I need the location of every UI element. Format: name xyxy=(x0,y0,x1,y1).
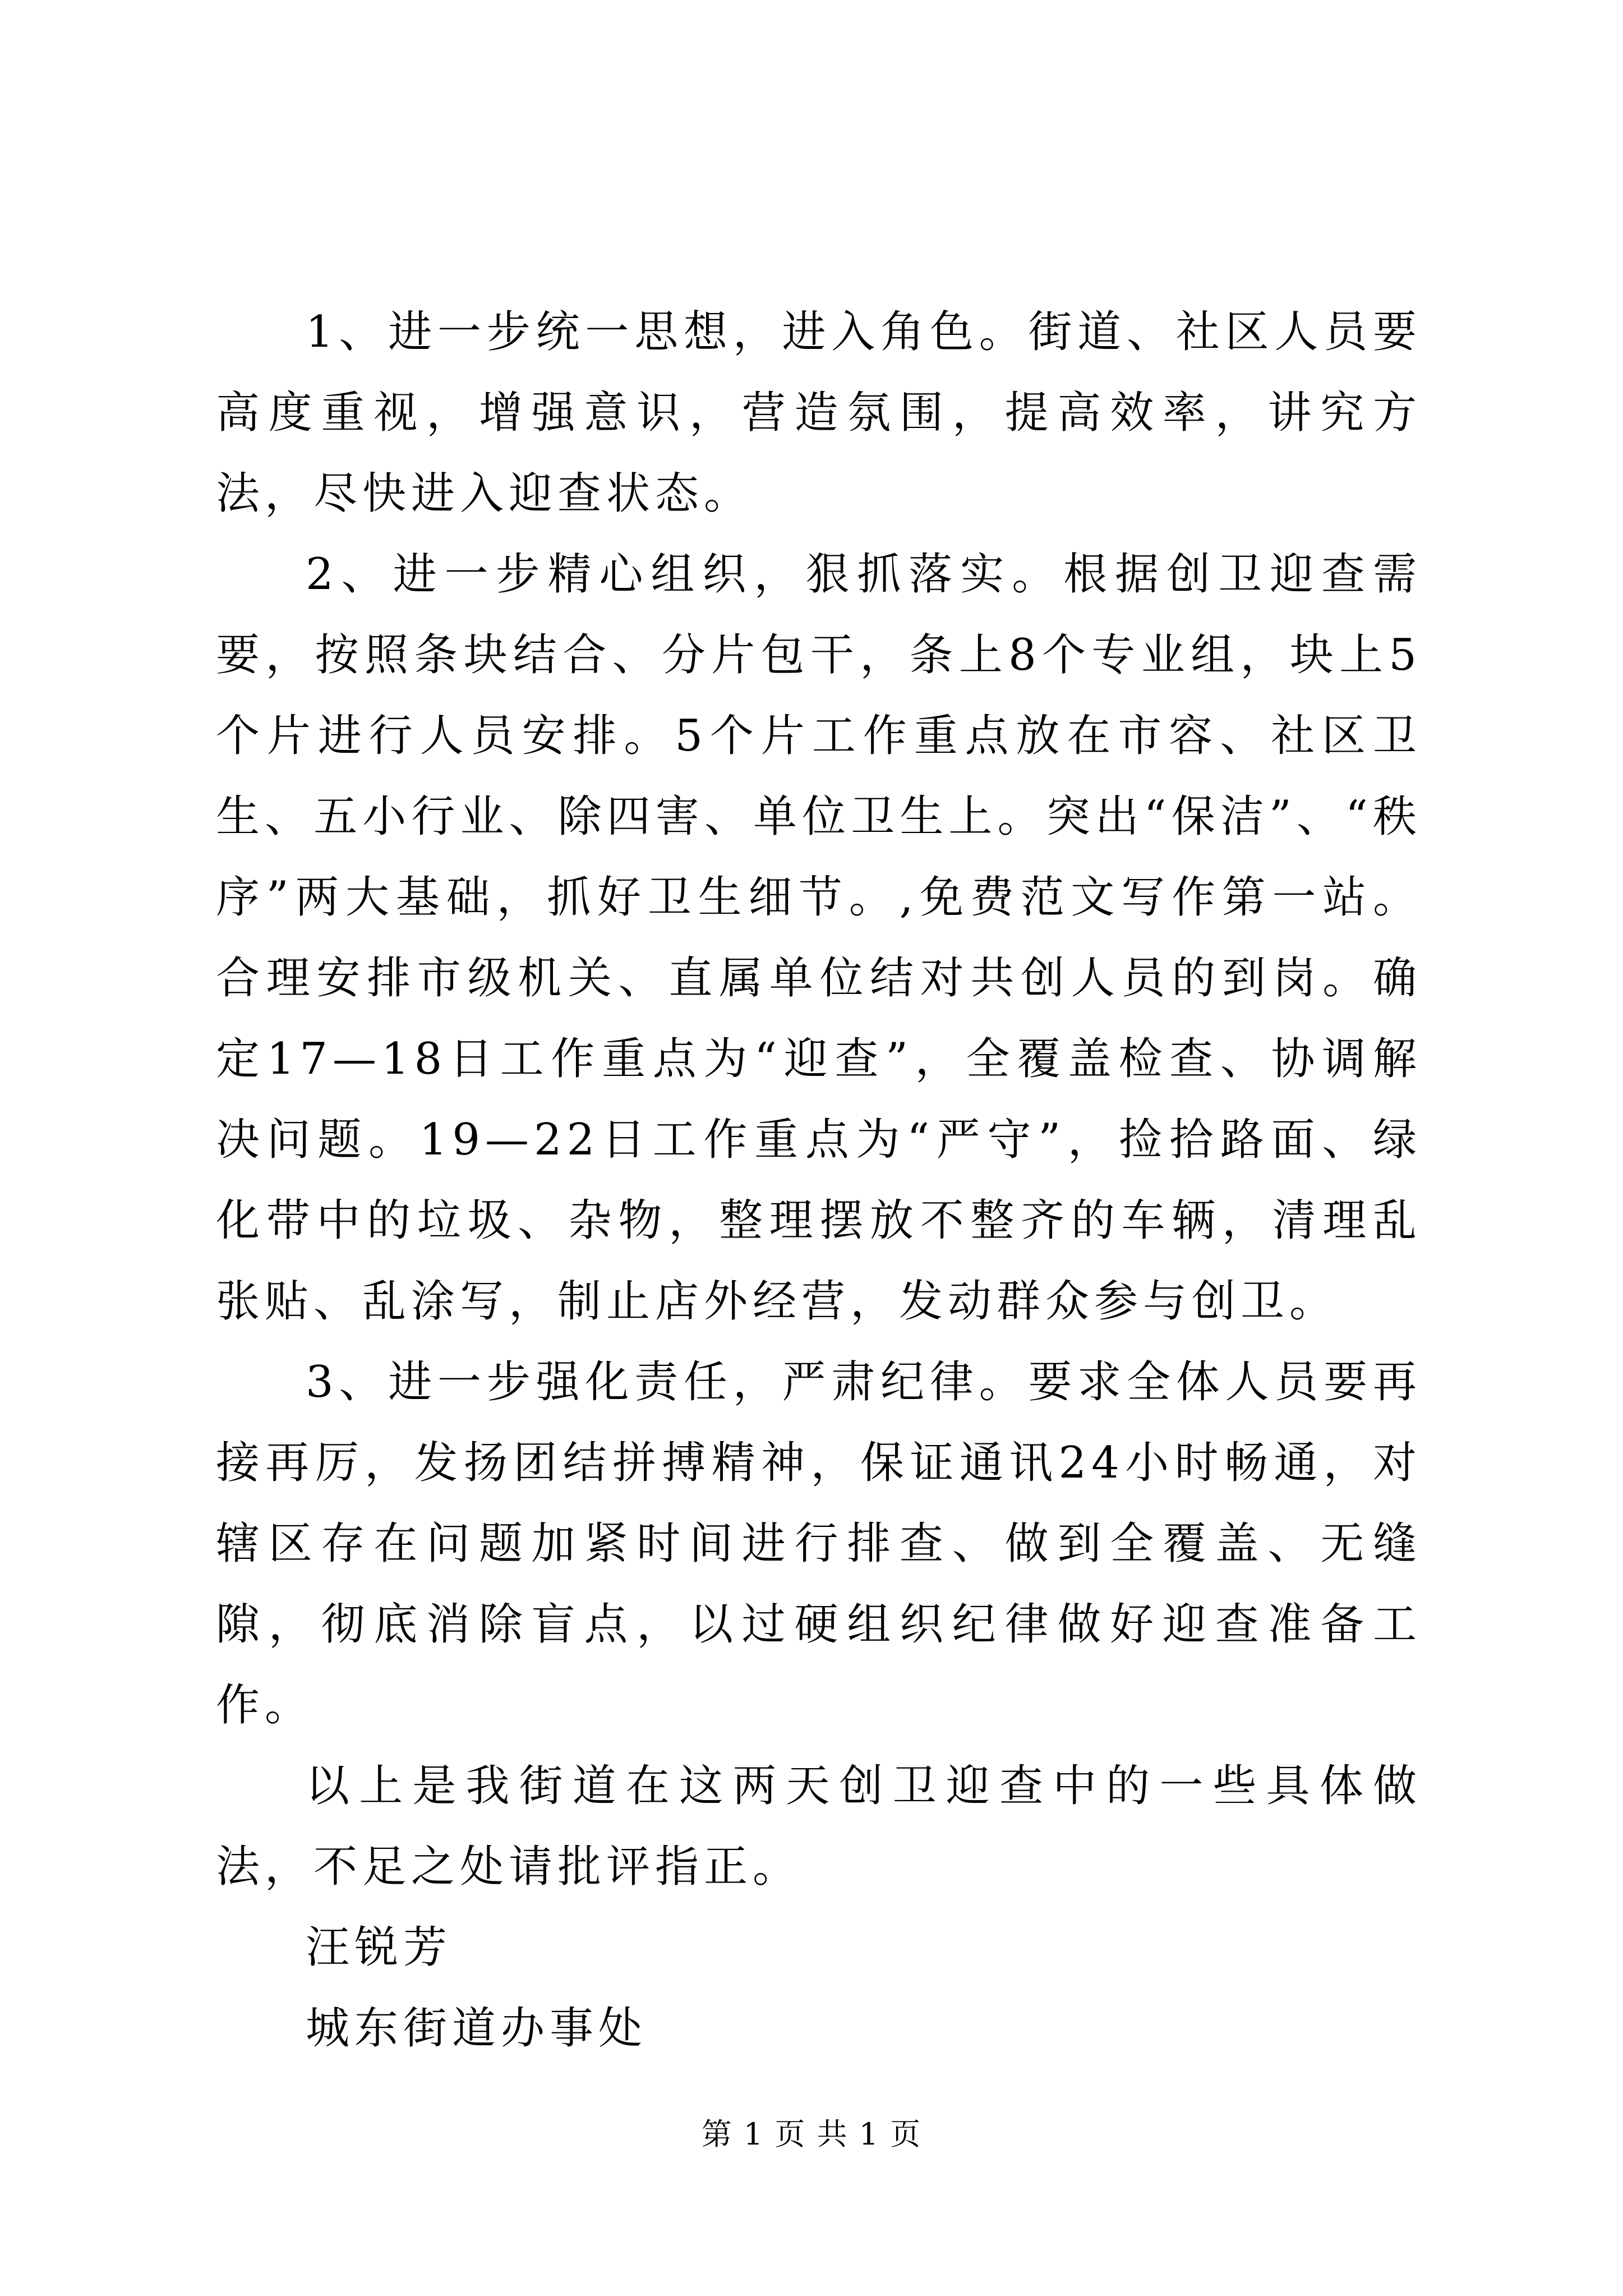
document-body xyxy=(216,292,1422,2069)
paragraph-2: 2、进一步精心组织，狠抓落实。根据创卫迎查需要，按照条块结合、分片包干，条上8个专业组，块上5个片进行人员安排。5个片工作重点放在市容、社区卫生、五小行业、除四害、单位卫生上。突出“保洁”、“秩序”两大基础，抓好卫生细节。,免费范文写作第一站。合理安排市级机关、直属单位结对共创人员的到岗。确定17—18日工作重点为“迎查”，全覆盖检查、协调解决问题。19—22日工作重点为“严守”，捡拾路面、绿化带中的垃圾、杂物，整理摆放不整齐的车辆，清理乱张贴、乱涂写，制止店外经营，发动群众参与创卫。 xyxy=(216,549,1422,1327)
signature-name: 汪锐芳 xyxy=(306,1922,453,1973)
page-number-footer: 第 1 页 共 1 页 xyxy=(701,2116,922,2152)
paragraph-3: 3、进一步强化责任，严肃纪律。要求全体人员要再接再厉，发扬团结拼搏精神，保证通讯24小时畅通，对辖区存在问题加紧时间进行排查、做到全覆盖、无缝隙，彻底消除盲点，以过硬组织纪律做好迎查准备工作。 xyxy=(216,1357,1422,1731)
signature-organization: 城东街道办事处 xyxy=(306,2003,648,2054)
paragraph-closing: 以上是我街道在这两天创卫迎查中的一些具体做法，不足之处请批评指正。 xyxy=(216,1761,1422,1892)
paragraph-1: 1、进一步统一思想，进入角色。街道、社区人员要高度重视，增强意识，营造氛围，提高效率，讲究方法，尽快进入迎查状态。 xyxy=(216,307,1422,519)
